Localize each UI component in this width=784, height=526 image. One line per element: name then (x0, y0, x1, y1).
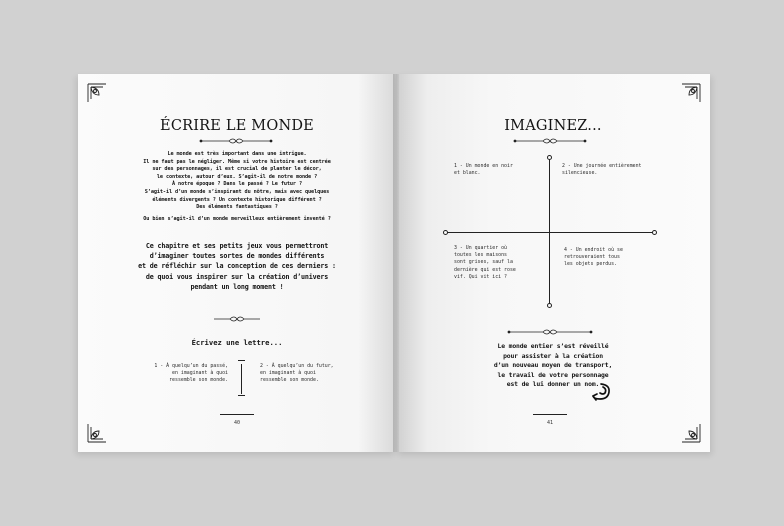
text-line: 3 - Un quartier où (454, 245, 507, 251)
quadrant-4 (564, 247, 623, 269)
page-number: 40 (233, 420, 241, 426)
text-line: silencieuse. (562, 170, 598, 177)
text-line: et blanc. (454, 170, 481, 177)
text-line: pour assister à la création (503, 351, 603, 360)
text-line: pendant un long moment ! (190, 282, 284, 291)
text-line: S’agit-il d’un monde s’inspirant du nôtre, mais avec quelques (144, 188, 330, 195)
prompt-2 (260, 363, 334, 385)
text-line: en imaginant à quoi (260, 370, 316, 377)
text-line: d’imaginer toutes sortes de mondes différents (149, 252, 325, 261)
text-line: vif. Qui vit ici ? (454, 273, 507, 280)
separator-cap (238, 395, 245, 396)
text-line: 2 - Une journée entièrement (562, 163, 642, 169)
text-line: d’un nouveau moyen de transport, (493, 361, 613, 370)
text-line: et de réfléchir sur la conception de ces derniers : (138, 262, 336, 271)
quadrant-1 (454, 163, 513, 177)
text-line: Il ne faut pas le négliger. Même si votre histoire est centrée (143, 158, 331, 165)
grid-end-dot (547, 303, 552, 308)
swirl-arrow-icon (590, 380, 614, 404)
ornament-divider (199, 137, 273, 145)
separator-cap (238, 360, 245, 361)
text-line: sur des personnages, il est crucial de planter le décor, (152, 166, 322, 173)
text-line: 4 - Un endroit où se (564, 247, 623, 253)
text-line: ressemble son monde. (260, 377, 319, 384)
quadrant-2 (562, 163, 642, 177)
text-line: sont grises, sauf la (454, 259, 513, 266)
ornament-divider (212, 315, 262, 323)
ornament-divider (507, 328, 593, 336)
ornament-divider (513, 137, 587, 145)
text-line: Le monde entier s’est réveillé (497, 342, 609, 350)
book-spine (393, 74, 399, 452)
page-number-rule (220, 414, 254, 415)
grid-horizontal-line (446, 232, 654, 233)
text-line: de quoi vous inspirer sur la création d’univers (145, 272, 329, 281)
page-title: IMAGINEZ... (504, 118, 602, 134)
text-line: est de lui donner un nom. (506, 380, 600, 389)
quadrant-3 (454, 245, 516, 281)
text-line: le contexte, autour d’eux. S’agit-il de notre monde ? (156, 173, 318, 180)
grid-end-dot (652, 230, 657, 235)
text-line: dernière qui est rose (454, 266, 516, 273)
grid-end-dot (547, 155, 552, 160)
text-line: ressemble son monde. (169, 377, 228, 384)
section-subtitle: Écrivez une lettre... (191, 338, 283, 347)
text-line: les objets perdus. (564, 261, 617, 268)
text-line: éléments divergents ? Un contexte historique différent ? (152, 196, 322, 203)
intro-paragraph (78, 151, 396, 223)
text-line: le travail de votre personnage (497, 370, 609, 379)
text-line: Ou bien s’agit-il d’un monde merveilleux entièrement inventé ? (143, 215, 331, 222)
prompt-separator (241, 364, 242, 394)
text-line: toutes les maisons (454, 252, 507, 259)
page-title: ÉCRIRE LE MONDE (160, 118, 314, 134)
page-number-rule (533, 414, 567, 415)
page-number: 41 (546, 420, 554, 426)
text-line: Ce chapitre et ses petits jeux vous permettront (145, 242, 329, 250)
corner-ornament-icon (680, 82, 702, 104)
closing-paragraph (396, 342, 710, 390)
left-page (78, 74, 396, 452)
text-line: en imaginant à quoi (172, 370, 228, 377)
text-line: Le monde est très important dans une intrigue. (167, 151, 307, 157)
text-line: Des éléments fantastiques ? (196, 204, 278, 211)
text-line: 1 - Un monde en noir (454, 163, 513, 169)
text-line: 2 - À quelqu’un du futur, (260, 363, 334, 369)
text-line: retrouveraient tous (564, 254, 620, 261)
grid-end-dot (443, 230, 448, 235)
corner-ornament-icon (86, 82, 108, 104)
right-page (396, 74, 710, 452)
prompt-1 (136, 363, 228, 385)
text-line: 1 - À quelqu’un du passé, (154, 363, 228, 369)
text-line: À notre époque ? Dans le passé ? Le futur ? (172, 181, 302, 188)
chapter-paragraph (78, 241, 396, 292)
